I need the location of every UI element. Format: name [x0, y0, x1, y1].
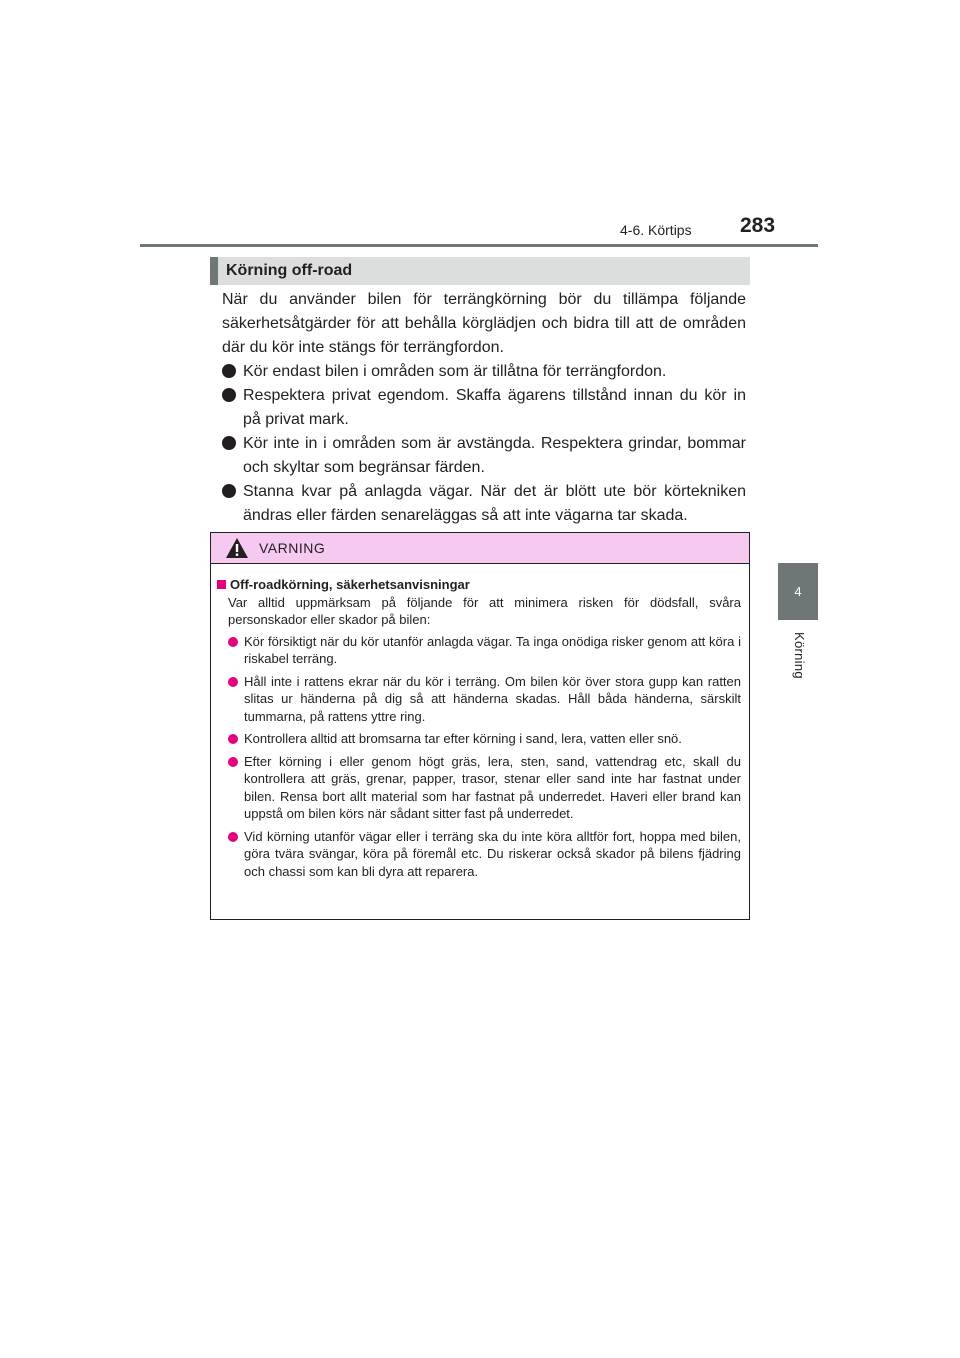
- warning-list: [217, 633, 741, 881]
- list-item: Kör inte in i områden som är avstängda. Respektera grindar, bommar och skyltar som begränsar färden.: [222, 432, 746, 480]
- list-item: Respektera privat egendom. Skaffa ägarens tillstånd innan du kör in på privat mark.: [222, 384, 746, 432]
- section-intro: När du använder bilen för terrängkörning bör du tillämpa följande säkerhetsåtgärder för att behålla körglädjen och bidra till att de områden där du kör inte stängs för terrängfordon.: [222, 291, 746, 356]
- list-item: Efter körning i eller genom högt gräs, lera, sten, sand, vattendrag etc, skall du kontrollera att gräs, grenar, papper, trasor, stenar eller sand inte har fastnat under bilen. Rensa bort allt material som har fastnat på underredet. Haveri eller brand kan uppstå om bilen körs när sådant sitter fast på underredet.: [228, 753, 741, 823]
- chapter-label: Körning: [792, 632, 807, 679]
- bullet-icon: [228, 637, 238, 647]
- bullet-icon: [228, 734, 238, 744]
- list-item: Stanna kvar på anlagda vägar. När det är blött ute bör körtekniken ändras eller färden senareläggas så att inte vägarna tar skada.: [222, 480, 746, 528]
- chapter-number: 4: [794, 584, 802, 599]
- warning-title: Off-roadkörning, säkerhetsanvisningar: [217, 576, 741, 594]
- warning-triangle-icon: [225, 537, 249, 559]
- section-bullet-list: [222, 360, 746, 528]
- list-item: Vid körning utanför vägar eller i terräng ska du inte köra alltför fort, hoppa med bilen, göra tvära svängar, köra på föremål etc. Du riskerar också skador på bilens fjädring och chassi som kan bli dyra att reparera.: [228, 828, 741, 881]
- section-heading-text: Körning off-road: [226, 262, 353, 279]
- list-item: Håll inte i rattens ekrar när du kör i terräng. Om bilen kör över stora gupp kan ratten slitas ur händerna på dig så att händerna skadas. Håll båda händerna, särskilt tummarna, på rattens yttre ring.: [228, 673, 741, 726]
- warning-label: VARNING: [259, 540, 326, 556]
- page-number: 283: [740, 214, 776, 237]
- header-divider: [140, 244, 818, 247]
- header-section-title: 4-6. Körtips: [620, 222, 692, 238]
- warning-content: [211, 564, 749, 880]
- bullet-icon: [222, 388, 236, 402]
- list-item: Kör endast bilen i områden som är tillåtna för terrängfordon.: [222, 360, 746, 384]
- bullet-icon: [228, 757, 238, 767]
- bullet-icon: [222, 364, 236, 378]
- section-body: [222, 288, 746, 528]
- warning-header: [211, 533, 749, 564]
- section-heading: [210, 257, 750, 285]
- warning-box: [210, 532, 750, 920]
- chapter-tab: [778, 563, 818, 620]
- bullet-icon: [228, 832, 238, 842]
- square-bullet-icon: [217, 580, 226, 589]
- bullet-icon: [228, 677, 238, 687]
- list-item: Kör försiktigt när du kör utanför anlagda vägar. Ta inga onödiga risker genom att köra i riskabel terräng.: [228, 633, 741, 668]
- warning-intro: Var alltid uppmärksam på följande för att minimera risken för dödsfall, svåra personskador eller skador på bilen:: [228, 594, 741, 627]
- bullet-icon: [222, 436, 236, 450]
- list-item: Kontrollera alltid att bromsarna tar efter körning i sand, lera, vatten eller snö.: [228, 730, 741, 748]
- bullet-icon: [222, 484, 236, 498]
